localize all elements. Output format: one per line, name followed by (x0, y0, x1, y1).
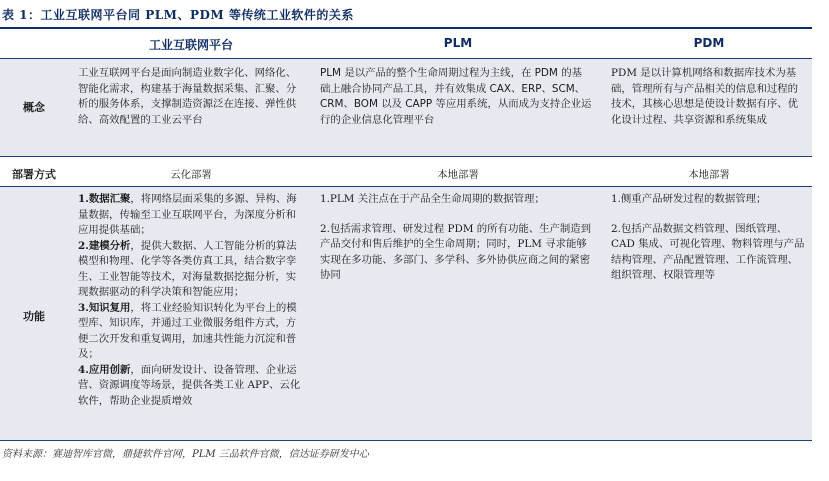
table-header (0, 29, 812, 58)
function-item: 1.PLM 关注点在于产品全生命周期的数据管理； (320, 193, 545, 205)
row-label-deploy: 部署方式 (12, 168, 56, 181)
concept-pdm: PDM 是以计算机网络和数据库技术为基础，管理所有与产品相关的信息和过程的技术，其核心思想是使设计数据有序、优化设计过程、共享资源和系统集成 (611, 67, 799, 126)
function-item (78, 363, 302, 410)
deploy-industrial-internet: 云化部署 (170, 169, 212, 181)
function-item: 2.包括需求管理、研发过程 PDM 的所有功能、生产制造到产品交付和售后维护的全生命周期；同时，PLM 寻求能够实现在多功能、多部门、多学科、多外协供应商之间的紧密协同 (320, 222, 592, 281)
function-pdm (611, 192, 808, 284)
function-item-lead: 4.应用创新 (78, 363, 131, 376)
function-item-lead: 1.数据汇聚 (78, 193, 131, 205)
source-note: 资料来源：赛迪智库官微，鼎捷软件官网，PLM 三品软件官微，信达证券研发中心 (2, 449, 369, 460)
function-item: 2.包括产品数据文档管理、图纸管理、CAD 集成、可视化管理、物料管理与产品结构管理、产品配置管理、工作流管理、组织管理、权限管理等 (611, 222, 805, 281)
concept-plm: PLM 是以产品的整个生命周期过程为主线，在 PDM 的基础上融合协同产品工具，并有效集成 CAX、ERP、SCM、CRM、BOM 以及 CAPP 等应用系统，从而成为支持企业运行的企业信息化管理平台 (320, 67, 592, 126)
function-item-lead: 3.知识复用 (78, 301, 131, 314)
header-industrial-internet: 工业互联网平台 (148, 38, 233, 52)
function-item (78, 301, 302, 363)
function-item-text: ，面向研发设计、设备管理、企业运营、资源调度等场景，提供各类工业 APP、云化软件，帮助企业提质增效 (78, 363, 301, 407)
function-plm (320, 192, 596, 284)
function-item (78, 239, 302, 301)
header-pdm: PDM (693, 36, 725, 50)
deploy-plm: 本地部署 (437, 169, 479, 181)
function-item-text: ，将工业经验知识转化为平台上的模型库、知识库，并通过工业微服务组件方式，方便二次开发和重复调用，加速共性能力沉淀和普及； (78, 301, 297, 360)
function-item: 1.侧重产品研发过程的数据管理； (611, 193, 767, 205)
function-industrial-internet (78, 192, 302, 409)
header-plm: PLM (443, 36, 473, 50)
row-label-concept: 概念 (23, 101, 45, 114)
table-title: 表 1：工业互联网平台同 PLM、PDM 等传统工业软件的关系 (2, 8, 354, 22)
divider (0, 440, 812, 441)
function-item-lead: 2.建模分析 (78, 239, 131, 252)
function-item (78, 192, 302, 239)
divider (0, 156, 812, 157)
concept-industrial-internet: 工业互联网平台是面向制造业数字化、网络化、智能化需求，构建基于海量数据采集、汇聚、分析的服务体系，支撑制造资源泛在连接、弹性供给、高效配置的工业云平台 (78, 67, 297, 126)
row-label-function: 功能 (23, 310, 45, 323)
function-item-text: ，提供大数据、人工智能分析的算法模型和物理、化学等各类仿真工具，结合数字孪生、工业智能等技术，对海量数据挖掘分析，实现数据驱动的科学决策和智能应用； (78, 239, 297, 298)
deploy-pdm: 本地部署 (688, 169, 730, 181)
function-item-text: ，将网络层面采集的多源、异构、海量数据，传输至工业互联网平台，为深度分析和应用提供基础； (78, 193, 297, 236)
